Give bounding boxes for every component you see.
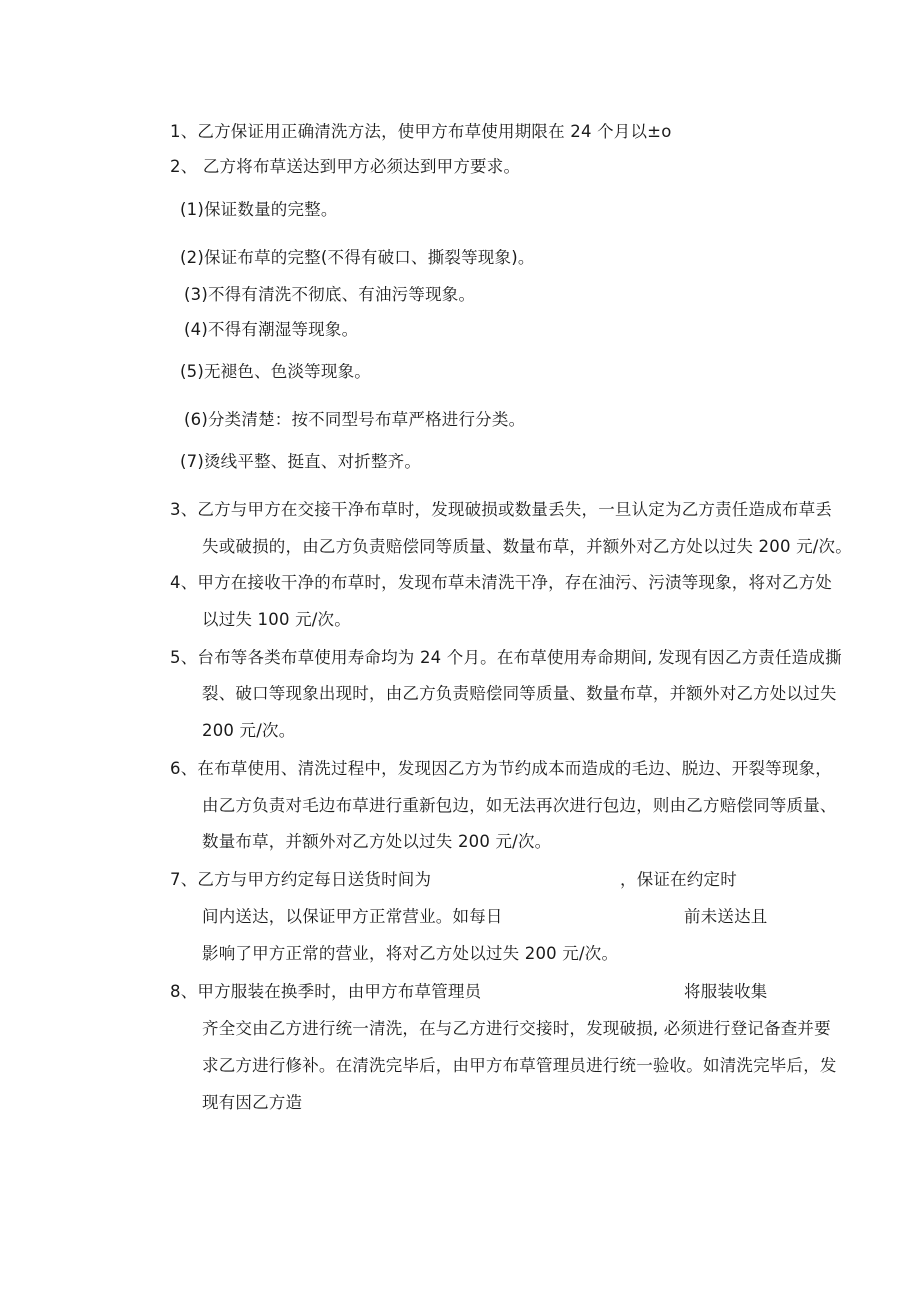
clause-8-line-2: 齐全交由乙方进行统一清洗，在与乙方进行交接时，发现破损, 必须进行登记备查并要	[202, 1019, 831, 1038]
clause-5-line-3: 200 元/次。	[202, 721, 296, 740]
clause-7-line-2-start: 间内送达，以保证甲方正常营业。如每日	[202, 907, 503, 926]
clause-7-line-2-end: 前未送达且	[684, 907, 768, 926]
clause-2: 2、 乙方将布草送达到甲方必须达到甲方要求。	[170, 157, 521, 176]
requirement-5: (5)无褪色、色淡等现象。	[180, 362, 371, 381]
clause-3-line-1: 3、乙方与甲方在交接干净布草时，发现破损或数量丢失，一旦认定为乙方责任造成布草丢	[170, 500, 832, 519]
requirement-7: (7)烫线平整、挺直、对折整齐。	[180, 452, 422, 471]
clause-1: 1、乙方保证用正确清洗方法，使甲方布草使用期限在 24 个月以±o	[170, 122, 672, 141]
clause-8-line-1-start: 8、甲方服装在换季时，由甲方布草管理员	[170, 982, 482, 1001]
clause-8-line-1-end: 将服装收集	[684, 982, 768, 1001]
clause-4-line-2: 以过失 100 元/次。	[202, 610, 351, 629]
clause-4-line-1: 4、甲方在接收干净的布草时，发现布草未清洗干净，存在油污、污渍等现象，将对乙方处	[170, 573, 832, 592]
clause-5-line-1: 5、台布等各类布草使用寿命均为 24 个月。在布草使用寿命期间, 发现有因乙方责任造成撕	[170, 648, 842, 667]
clause-8-line-3: 求乙方进行修补。在清洗完毕后，由甲方布草管理员进行统一验收。如清洗完毕后，发	[202, 1056, 837, 1075]
requirement-3: (3)不得有清洗不彻底、有油污等现象。	[184, 285, 476, 304]
clause-6-line-3: 数量布草，并额外对乙方处以过失 200 元/次。	[202, 832, 552, 851]
clause-3-line-2: 失或破损的，由乙方负责赔偿同等质量、数量布草，并额外对乙方处以过失 200 元/次。	[202, 537, 852, 556]
clause-8-line-4: 现有因乙方造	[202, 1093, 303, 1112]
requirement-2: (2)保证布草的完整(不得有破口、撕裂等现象)。	[180, 248, 535, 267]
requirement-6: (6)分类清楚：按不同型号布草严格进行分类。	[184, 410, 526, 429]
requirement-4: (4)不得有潮湿等现象。	[184, 320, 359, 339]
clause-5-line-2: 裂、破口等现象出现时，由乙方负责赔偿同等质量、数量布草，并额外对乙方处以过失	[202, 684, 837, 703]
requirement-1: (1)保证数量的完整。	[180, 200, 338, 219]
clause-7-line-1-start: 7、乙方与甲方约定每日送货时间为	[170, 870, 432, 889]
clause-6-line-2: 由乙方负责对毛边布草进行重新包边，如无法再次进行包边，则由乙方赔偿同等质量、	[202, 796, 837, 815]
clause-7-line-1-end: ，保证在约定时	[620, 870, 737, 889]
clause-7-line-3: 影响了甲方正常的营业，将对乙方处以过失 200 元/次。	[202, 944, 619, 963]
clause-6-line-1: 6、在布草使用、清洗过程中，发现因乙方为节约成本而造成的毛边、脱边、开裂等现象，	[170, 759, 832, 778]
